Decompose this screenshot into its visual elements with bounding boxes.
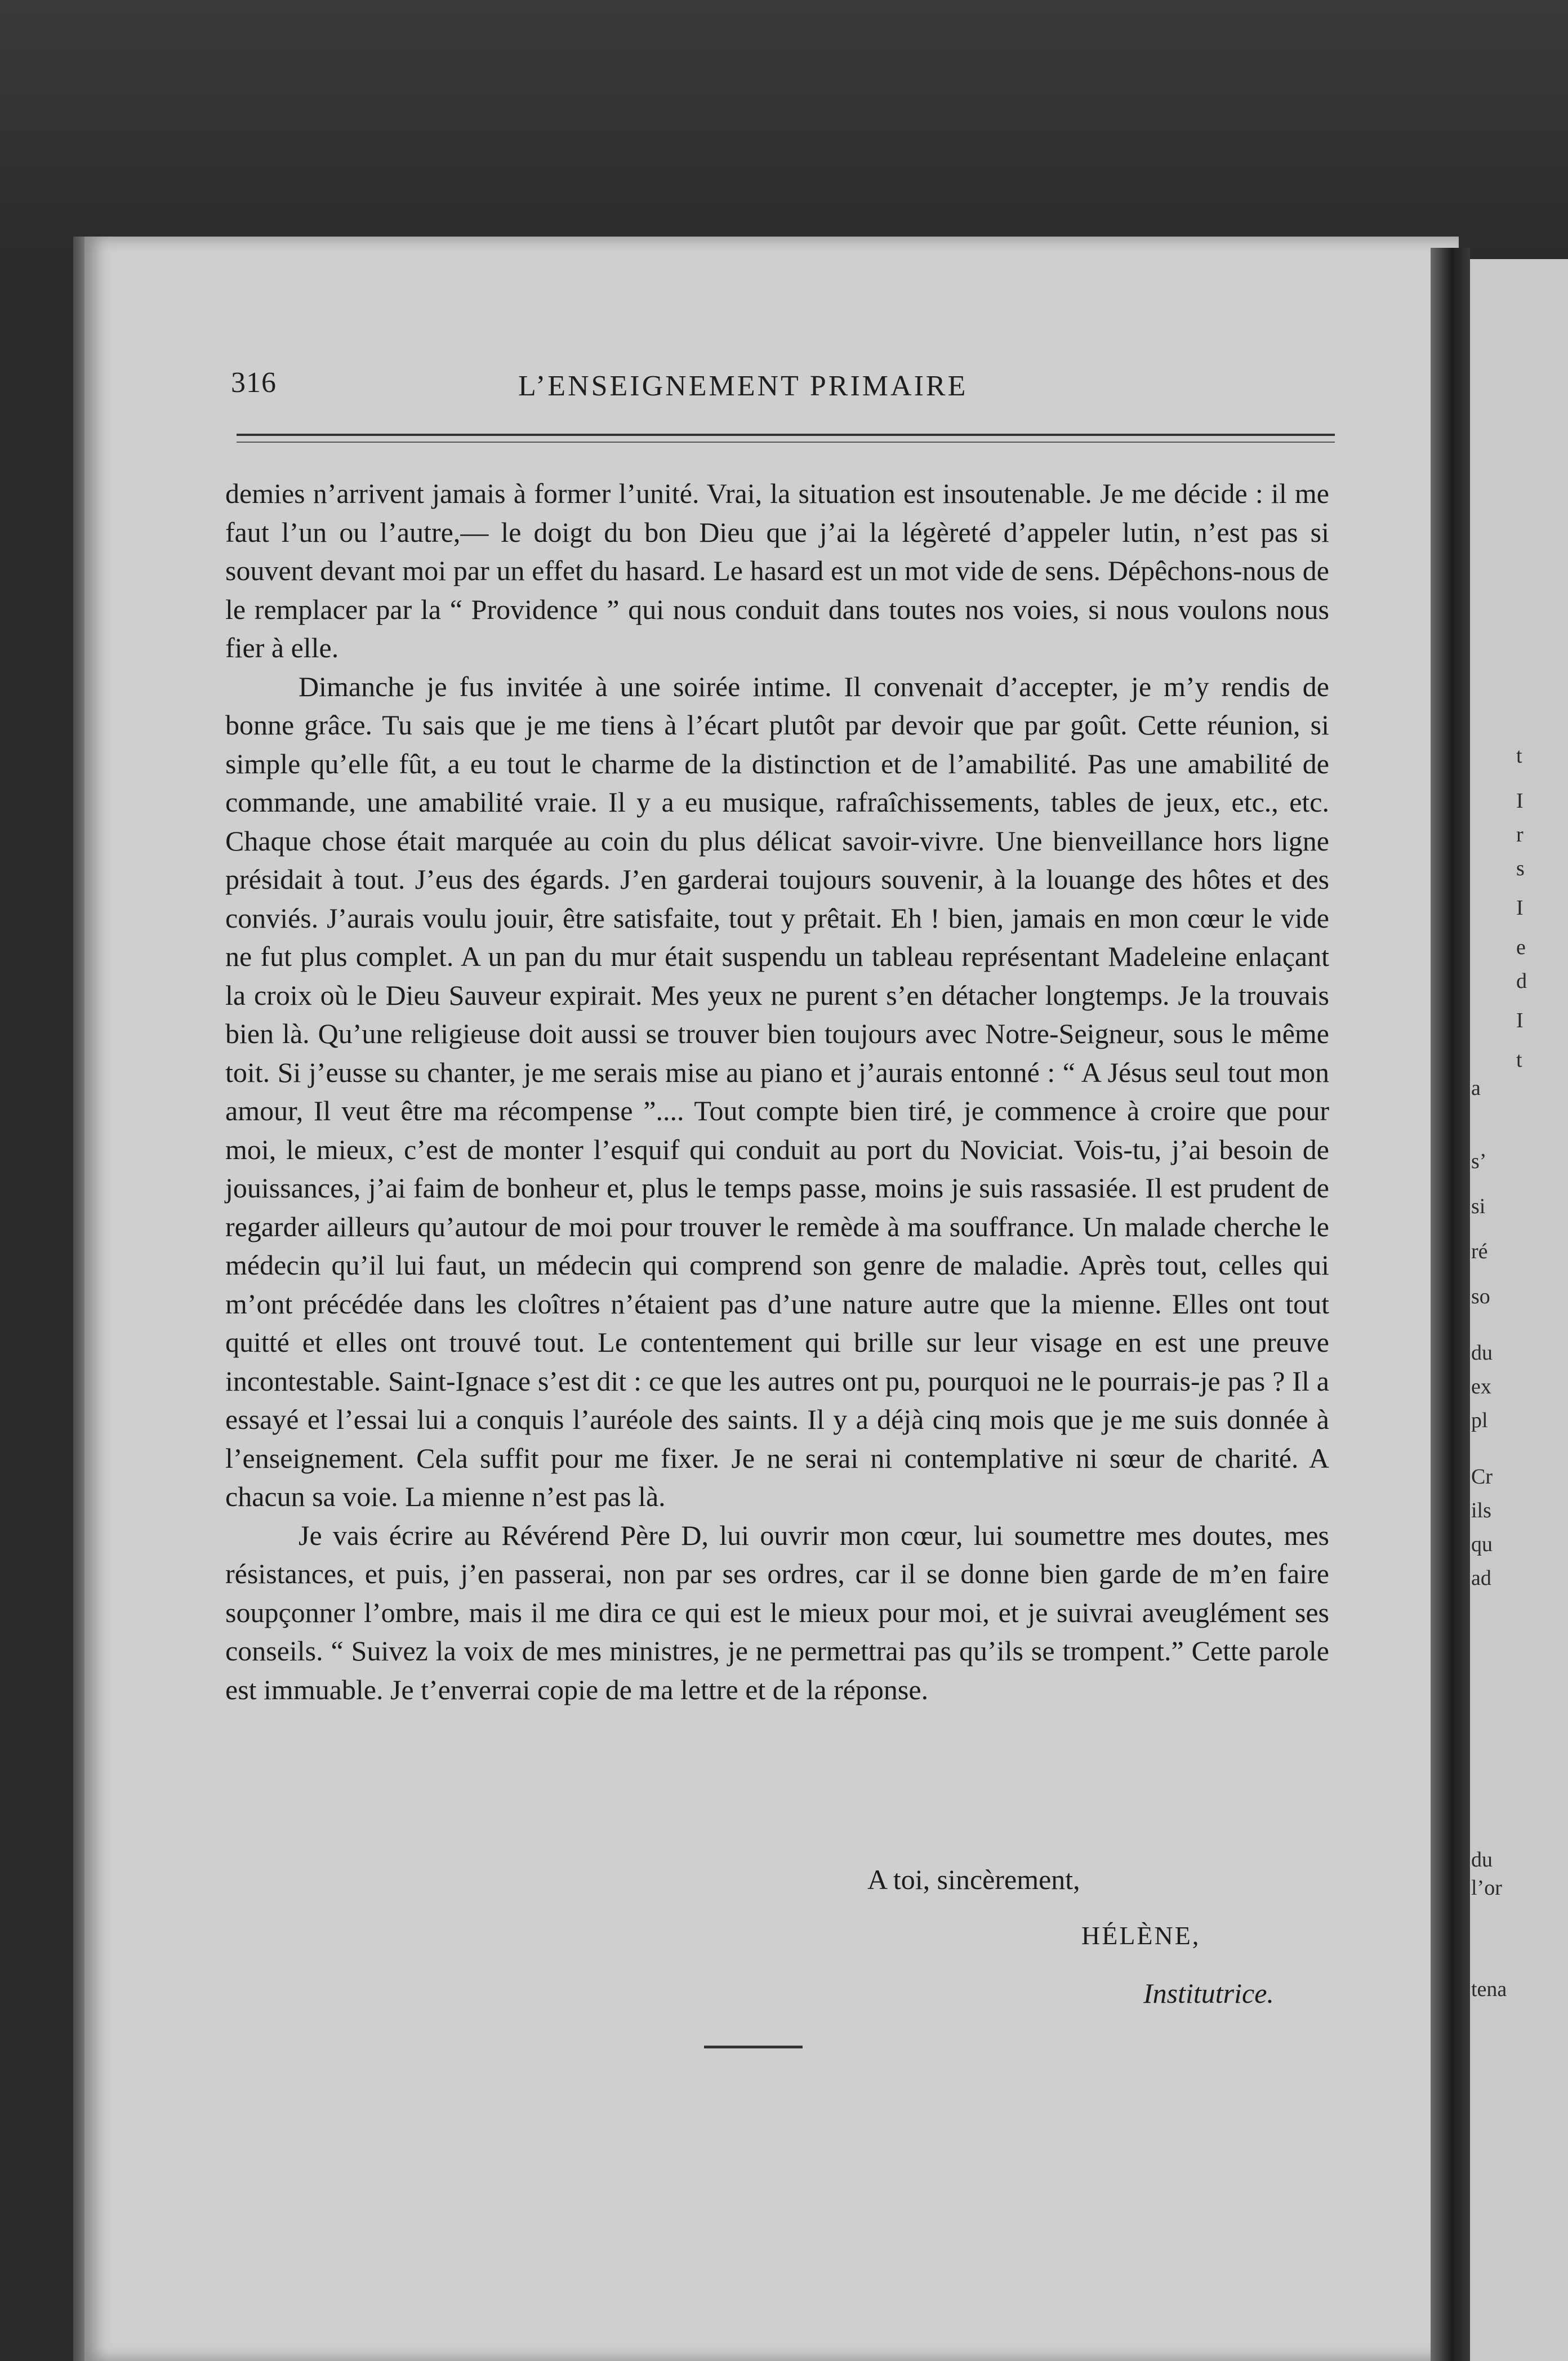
adjacent-page-fragment: ex bbox=[1471, 1375, 1491, 1398]
paragraph: demies n’arrivent jamais à former l’unité. Vrai, la situation est insoutenable. Je me décide : il me faut l’un ou l’autre,— le doigt du bon Dieu que j’ai la légèreté d’appeler lutin, n’est pas si souvent devant moi par un effet du hasard. Le hasard est un mot vide de sens. Dépêchons-nous de le remplacer par la “ Providence ” qui nous conduit dans toutes nos voies, si nous voulons nous fier à elle. bbox=[225, 478, 1329, 663]
signature-role: Institutrice. bbox=[1143, 1977, 1274, 2009]
header-rule-thin bbox=[237, 442, 1335, 443]
closing-line: A toi, sincèrement, bbox=[867, 1864, 1080, 1895]
adjacent-page-fragment: t bbox=[1516, 1048, 1522, 1072]
paragraph: Dimanche je fus invitée à une soirée intime. Il convenait d’accepter, je m’y rendis de bonne grâce. Tu sais que je me tiens à l’écart plutôt par devoir que par goût. Cette réunion, si simple qu’elle fût, a eu tout le charme de la distinction et de l’amabilité. Pas une amabilité de commande, une amabilité vraie. Il y a eu musique, rafraîchissements, tables de jeux, etc., etc. Chaque chose était marquée au coin du plus délicat savoir-vivre. Une bienveillance hors ligne présidait à tout. J’eus des égards. J’en garderai toujours souvenir, à la louange des hôtes et des conviés. J’aurais voulu jouir, être satisfaite, tout y prêtait. Eh ! bien, jamais en mon cœur le vide ne fut plus complet. A un pan du mur était suspendu un tableau représentant Madeleine enlaçant la croix où le Dieu Sauveur expirait. Mes yeux ne purent s’en détacher longtemps. Je la trouvais bien là. Qu’une religieuse doit aussi se trouver bien toujours avec Notre-Seigneur, sous le même toit. Si j’eusse su chanter, je me serais mise au piano et j’aurais entonné : “ A Jésus seul tout mon amour, Il veut être ma récompense ”.... Tout compte bien tiré, je commence à croire que pour moi, le mieux, c’est de monter l’esquif qui conduit au port du Noviciat. Vois-tu, j’ai besoin de jouissances, j’ai faim de bonheur et, plus le temps passe, moins je suis rassasiée. Il est prudent de regarder ailleurs qu’autour de moi pour trouver le remède à ma souffrance. Un malade cherche le médecin qu’il lui faut, un médecin qui comprend son genre de maladie. Après tout, celles qui m’ont précédée dans les cloîtres n’étaient pas d’une nature autre que la mienne. Elles ont tout quitté et elles ont trouvé tout. Le contentement qui brille sur leur visage en est une preuve incontestable. Saint-Ignace s’est dit : ce que les autres ont pu, pourquoi ne le pourrais-je pas ? Il a essayé et l’essai lui a conquis l’auréole des saints. Il y a déjà cinq mois que je me suis donnée à l’enseignement. Cela suffit pour me fixer. Je ne serai ni contemplative ni sœur de charité. A chacun sa voie. La mienne n’est pas là. bbox=[225, 670, 1329, 1512]
scan-background bbox=[0, 0, 1568, 248]
adjacent-page-fragment: qu bbox=[1471, 1533, 1493, 1556]
adjacent-page-fragment: Cr bbox=[1471, 1465, 1493, 1489]
page-number: 316 bbox=[231, 367, 277, 399]
adjacent-page-fragment: a bbox=[1471, 1076, 1481, 1100]
adjacent-page-fragment: so bbox=[1471, 1285, 1490, 1308]
adjacent-page-fragment: s’ bbox=[1471, 1150, 1487, 1173]
adjacent-page-fragment: ils bbox=[1471, 1499, 1491, 1522]
adjacent-page-fragment: t bbox=[1516, 744, 1522, 768]
letter-body bbox=[225, 474, 1329, 1709]
adjacent-page-fragment: du bbox=[1471, 1341, 1493, 1365]
adjacent-page-fragment: ré bbox=[1471, 1240, 1488, 1263]
paragraph: Je vais écrire au Révérend Père D, lui ouvrir mon cœur, lui soumettre mes doutes, mes résistances, et puis, j’en passerai, non par ses ordres, car il se donne bien garde de m’en faire soupçonner l’ombre, mais il me dira ce qui est le mieux pour moi, et je suivrai aveuglément ses conseils. “ Suivez la voix de mes ministres, je ne permettrai pas qu’ils se trompent.” Cette parole est immuable. Je t’enverrai copie de ma lettre et de la réponse. bbox=[225, 1519, 1329, 1705]
adjacent-page-fragment: si bbox=[1471, 1195, 1486, 1218]
end-rule bbox=[704, 2046, 803, 2048]
adjacent-page-fragment: I bbox=[1516, 1009, 1524, 1032]
adjacent-page-fragment: tena bbox=[1471, 1977, 1507, 2001]
adjacent-page-fragment: du bbox=[1471, 1848, 1493, 1872]
adjacent-page-fragment: I bbox=[1516, 789, 1524, 813]
adjacent-page-fragment: l’or bbox=[1471, 1876, 1502, 1900]
adjacent-page-fragment: I bbox=[1516, 896, 1524, 920]
adjacent-page bbox=[1470, 259, 1568, 2361]
adjacent-page-fragment: ad bbox=[1471, 1566, 1491, 1590]
page-header bbox=[231, 366, 1335, 417]
adjacent-page-fragment: s bbox=[1516, 857, 1525, 880]
book-gutter bbox=[1431, 248, 1470, 2361]
adjacent-page-fragment: r bbox=[1516, 823, 1524, 847]
adjacent-page-fragment: e bbox=[1516, 936, 1526, 959]
running-title: L’ENSEIGNEMENT PRIMAIRE bbox=[518, 370, 968, 402]
header-rule bbox=[237, 434, 1335, 436]
signature: HÉLÈNE, bbox=[1081, 1921, 1201, 1950]
adjacent-page-fragment: pl bbox=[1471, 1409, 1488, 1432]
adjacent-page-fragment: d bbox=[1516, 969, 1527, 993]
